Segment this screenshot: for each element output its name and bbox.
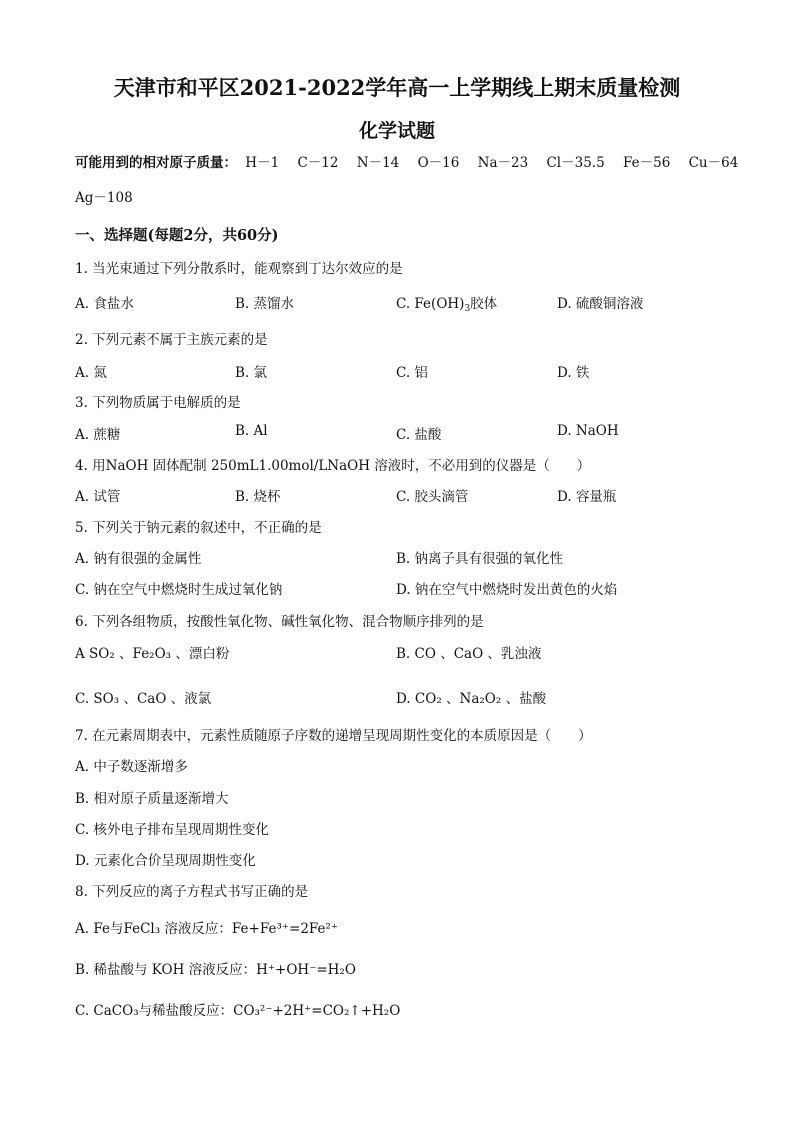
question-6-stem: 6. 下列各组物质，按酸性氧化物、碱性氧化物、混合物顺序排列的是: [75, 614, 484, 630]
atomic-mass-item: Cu－64: [688, 155, 739, 171]
question-2-stem: 2. 下列元素不属于主族元素的是: [75, 332, 268, 348]
q4-option-d: D. 容量瓶: [557, 489, 617, 505]
q5-option-a: A. 钠有很强的金属性: [75, 551, 202, 567]
q8-option-b: B. 稀盐酸与 KOH 溶液反应：H⁺+OH⁻=H₂O: [75, 962, 356, 978]
q5-option-b: B. 钠离子具有很强的氧化性: [396, 551, 564, 567]
section-heading: 一、选择题(每题2分，共60分): [75, 227, 279, 244]
q6-option-b: B. CO 、CaO 、乳浊液: [396, 646, 542, 662]
q1-option-b: B. 蒸馏水: [235, 296, 295, 312]
q1-option-d: D. 硫酸铜溶液: [557, 296, 644, 312]
q6-option-a: A SO₂ 、Fe₂O₃ 、漂白粉: [75, 646, 230, 662]
q4-option-c: C. 胶头滴管: [396, 489, 469, 505]
atomic-mass-item: C－12: [297, 155, 339, 171]
q1-option-c: [396, 292, 497, 312]
q1-option-c-suffix: 胶体: [470, 296, 498, 312]
q7-option-a: A. 中子数逐渐增多: [75, 759, 188, 775]
question-1-stem: 1. 当光束通过下列分散系时，能观察到丁达尔效应的是: [75, 261, 403, 277]
page-subtitle: 化学试题: [358, 120, 435, 142]
atomic-mass-extra: Ag－108: [75, 190, 133, 206]
q1-option-c-formula: C. Fe(OH): [396, 296, 465, 312]
q3-option-d: D. NaOH: [557, 423, 619, 439]
q2-option-c: C. 铝: [396, 365, 428, 381]
q3-option-c: C. 盐酸: [396, 427, 442, 443]
q2-option-b: B. 氯: [235, 365, 268, 381]
q2-option-d: D. 铁: [557, 365, 590, 381]
atomic-mass-item: Cl－35.5: [546, 155, 605, 171]
q6-option-d: D. CO₂ 、Na₂O₂ 、盐酸: [396, 691, 547, 707]
q3-option-b: B. Al: [235, 423, 268, 439]
atomic-mass-item: Fe－56: [622, 155, 671, 171]
question-3-stem: 3. 下列物质属于电解质的是: [75, 395, 241, 411]
q7-option-b: B. 相对原子质量逐渐增大: [75, 791, 229, 807]
q2-option-a: A. 氮: [75, 365, 107, 381]
q4-option-a: A. 试管: [75, 489, 121, 505]
question-4-stem: 4. 用NaOH 固体配制 250mL1.00mol/LNaOH 溶液时，不必用到的仪器是（ ）: [75, 458, 591, 474]
atomic-mass-item: H－1: [245, 155, 280, 171]
question-5-stem: 5. 下列关于钠元素的叙述中，不正确的是: [75, 520, 322, 536]
q1-option-c-subscript: 3: [464, 304, 471, 314]
q3-option-a: A. 蔗糖: [75, 427, 121, 443]
atomic-mass-label: 可能用到的相对原子质量：: [75, 155, 237, 171]
q5-option-c: C. 钠在空气中燃烧时生成过氧化钠: [75, 582, 283, 598]
page-title: 天津市和平区2021-2022学年高一上学期线上期末质量检测: [113, 75, 681, 100]
atomic-mass-item: O－16: [417, 155, 460, 171]
atomic-mass-item: Na－23: [477, 155, 529, 171]
question-8-stem: 8. 下列反应的离子方程式书写正确的是: [75, 884, 309, 900]
q8-option-c: C. CaCO₃与稀盐酸反应：CO₃²⁻+2H⁺=CO₂↑+H₂O: [75, 1003, 401, 1019]
atomic-mass-line: [75, 151, 752, 171]
q7-option-d: D. 元素化合价呈现周期性变化: [75, 853, 256, 869]
q4-option-b: B. 烧杯: [235, 489, 281, 505]
q1-option-a: A. 食盐水: [75, 296, 134, 312]
q7-option-c: C. 核外电子排布呈现周期性变化: [75, 822, 269, 838]
atomic-mass-item: N－14: [356, 155, 400, 171]
q8-option-a: A. Fe与FeCl₃ 溶液反应：Fe+Fe³⁺=2Fe²⁺: [75, 921, 339, 937]
q5-option-d: D. 钠在空气中燃烧时发出黄色的火焰: [396, 582, 618, 598]
question-7-stem: 7. 在元素周期表中，元素性质随原子序数的递增呈现周期性变化的本质原因是（ ）: [75, 728, 592, 744]
q6-option-c: C. SO₃ 、CaO 、液氯: [75, 691, 212, 707]
